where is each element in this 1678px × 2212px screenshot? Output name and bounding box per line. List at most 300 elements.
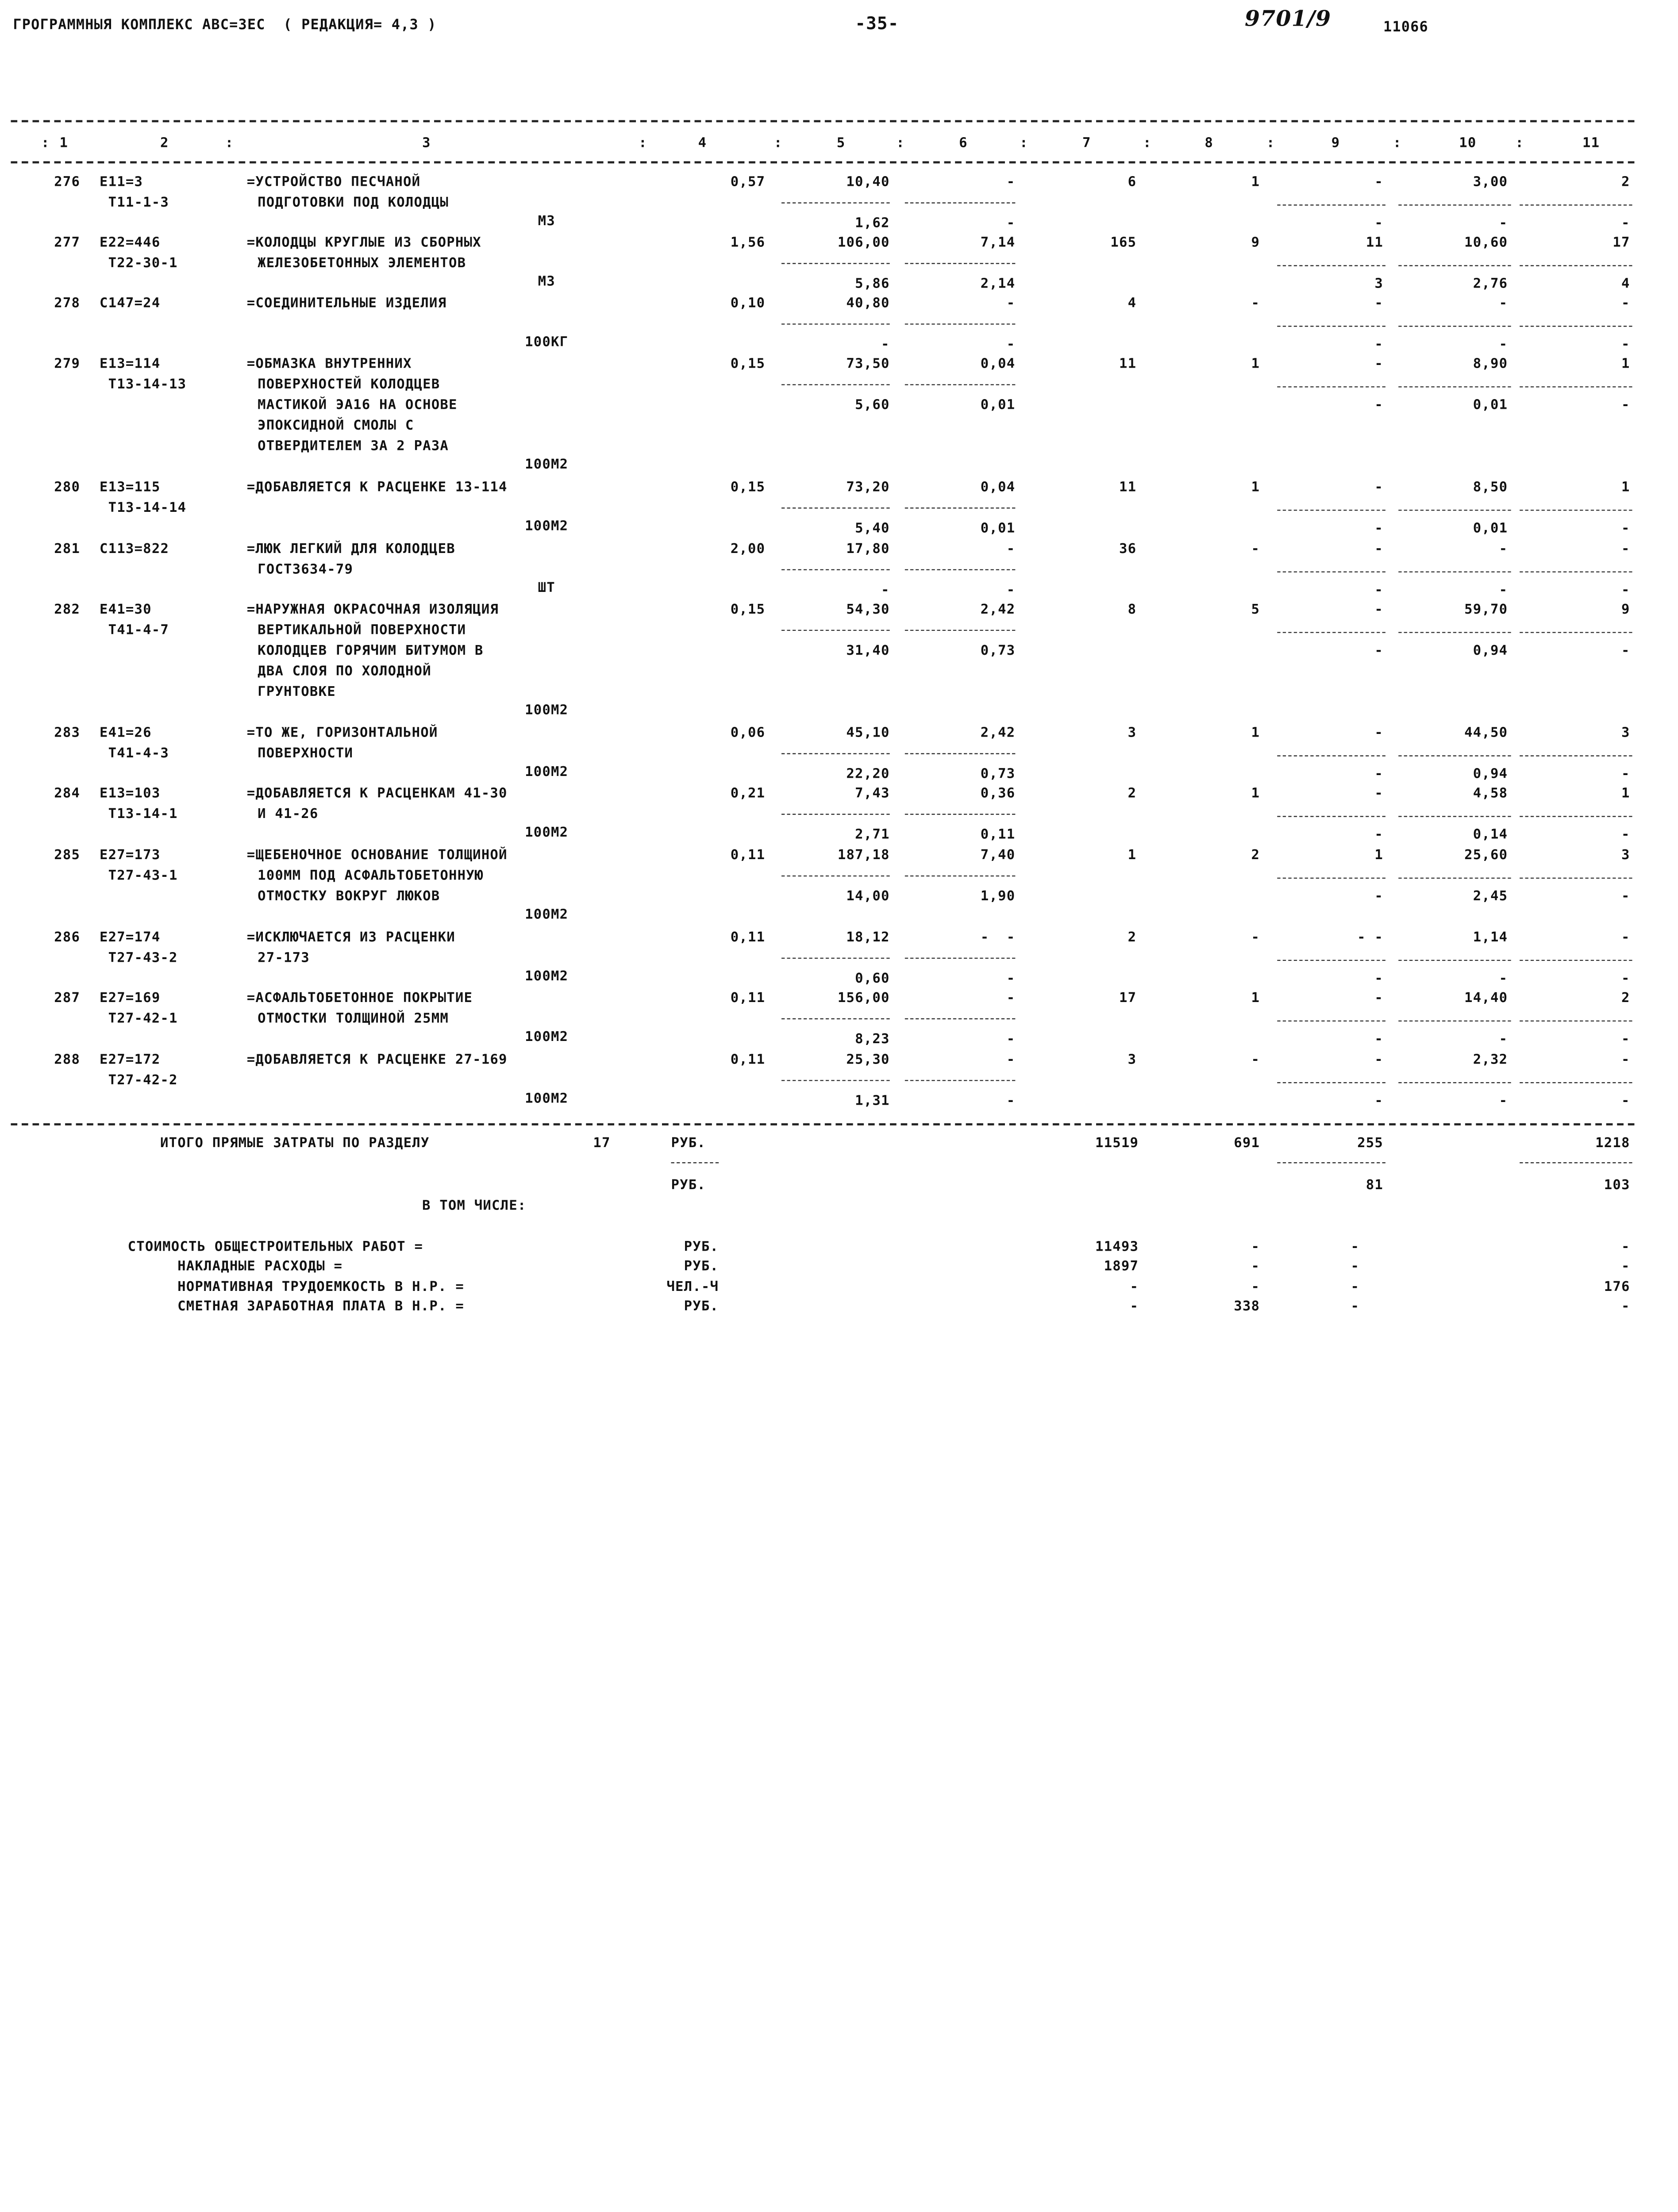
labor-col11: - [1621,928,1630,945]
totals-label: ИТОГО ПРЯМЫЕ ЗАТРАТЫ ПО РАЗДЕЛУ [160,1134,430,1151]
work-description-line: =ДОБАВЛЯЕТСЯ К РАСЦЕНКЕ 13-114 [246,478,508,495]
work-description-line: ГОСТ3634-79 [258,561,354,577]
column-separator: : [1393,134,1402,150]
cell-rule-col5 [781,1080,890,1081]
cost-col5-secondary: 2,71 [855,826,890,842]
cell-rule-col9 [1277,1082,1386,1083]
total-col7: 6 [1128,173,1137,190]
cell-rule-col9 [1277,632,1386,633]
row-number: 281 [54,540,81,557]
cell-rule-col9 [1277,571,1386,572]
cell-rule-col10 [1398,386,1511,387]
unit-of-measure: 100М2 [525,763,569,780]
total-col8: - [1251,540,1260,557]
totals-col8: 691 [1234,1134,1260,1151]
including-heading: В ТОМ ЧИСЛЕ: [422,1197,527,1213]
program-header: ГРОГРАММНЫЯ КОМПЛЕКС АВС=ЗЕС ( РЕДАКЦИЯ= 4,3 ) [13,17,437,34]
labor-col10: 25,60 [1464,846,1508,863]
cost-col6-secondary: 0,73 [980,641,1016,658]
quantity-col4: 0,21 [730,784,766,801]
labor-col11: 9 [1621,600,1630,617]
quantity-col4: 0,57 [730,173,766,190]
labor-col11-secondary: - [1621,1092,1630,1108]
cost-col6: - [1006,294,1016,311]
cell-rule-col10 [1398,1021,1511,1022]
cost-col5: 156,00 [837,989,890,1006]
summary-col8: 338 [1234,1297,1260,1314]
total-col7: 3 [1128,1051,1137,1067]
summary-col9: - [1351,1278,1360,1294]
work-description-line: =ИСКЛЮЧАЕТСЯ ИЗ РАСЦЕНКИ [246,928,455,945]
cost-col5-secondary: 5,86 [855,275,890,291]
cost-col5-secondary: 22,20 [846,765,890,782]
unit-of-measure: 100М2 [525,1090,569,1106]
estimate-code: Е41=30 [100,600,152,617]
unit-of-measure: М3 [538,212,555,229]
summary-col9: - [1351,1238,1360,1254]
labor-col11: 2 [1621,989,1630,1006]
cell-rule-col10 [1398,204,1511,205]
unit-of-measure: ШТ [538,579,555,595]
cost-col6: 0,04 [980,478,1016,495]
cell-rule-col11 [1520,204,1632,205]
total-col8: 1 [1251,784,1260,801]
quantity-col4: 0,11 [730,1051,766,1067]
total-col8: 1 [1251,173,1260,190]
summary-unit: РУБ. [684,1238,719,1254]
total-col9-secondary: - [1374,335,1383,352]
work-description-line: ВЕРТИКАЛЬНОЙ ПОВЕРХНОСТИ [258,621,466,637]
labor-col10: 2,32 [1473,1051,1508,1067]
work-description-line: =КОЛОДЦЫ КРУГЛЫЕ ИЗ СБОРНЫХ [246,234,481,250]
total-col9: - [1374,989,1383,1006]
cell-rule-col6 [905,1018,1015,1019]
work-description-line: И 41-26 [258,805,319,822]
cell-rule-col5 [781,507,890,508]
cell-rule-col6 [905,323,1015,324]
labor-col10: 4,58 [1473,784,1508,801]
cost-col6: - - [980,928,1016,945]
labor-col10-secondary: - [1499,214,1508,230]
work-description-line: ДВА СЛОЯ ПО ХОЛОДНОЙ [258,662,431,679]
document-code: 11066 [1383,19,1428,36]
cost-col6-secondary: 0,01 [980,519,1016,536]
work-description-line: МАСТИКОЙ ЭА16 НА ОСНОВЕ [258,396,458,412]
cell-rule-col9 [1277,204,1386,205]
cell-rule-col11 [1520,1082,1632,1083]
work-description-line: ОТМОСТКИ ТОЛЩИНОЙ 25ММ [258,1010,449,1026]
table-bottom-rule [11,1123,1634,1125]
column-separator: : [1020,134,1028,150]
totals-col11-rule [1520,1162,1632,1163]
summary-col8: - [1251,1238,1260,1254]
cell-rule-col11 [1520,960,1632,961]
total-col9: - [1374,540,1383,557]
labor-col11-secondary: - [1621,826,1630,842]
total-col8: 1 [1251,478,1260,495]
cell-rule-col11 [1520,632,1632,633]
column-separator: : [774,134,783,150]
labor-col11-secondary: - [1621,581,1630,598]
cost-col6-secondary: 0,73 [980,765,1016,782]
labor-col10: 14,40 [1464,989,1508,1006]
column-number-11: 11 [1582,134,1600,150]
cell-rule-col11 [1520,755,1632,756]
total-col9-secondary: - [1374,214,1383,230]
work-description-line: ОТМОСТКУ ВОКРУГ ЛЮКОВ [258,887,440,904]
unit-of-measure: 100М2 [525,701,569,718]
cost-col5-secondary: - [881,581,890,598]
cell-rule-col6 [905,507,1015,508]
total-col9: - [1374,355,1383,371]
cell-rule-col9 [1277,755,1386,756]
totals-col9-rule [1277,1162,1386,1163]
total-col8: 9 [1251,234,1260,250]
labor-col11-secondary: - [1621,765,1630,782]
cost-col5-secondary: 5,40 [855,519,890,536]
norm-code: Т27-42-2 [108,1071,178,1088]
total-col7: 3 [1128,724,1137,741]
work-description-line: =НАРУЖНАЯ ОКРАСОЧНАЯ ИЗОЛЯЦИЯ [246,600,499,617]
unit-of-measure: 100М2 [525,823,569,840]
estimate-code: Е27=172 [100,1051,161,1067]
total-col8: - [1251,928,1260,945]
work-description-line: =ДОБАВЛЯЕТСЯ К РАСЦЕНКЕ 27-169 [246,1051,508,1067]
labor-col10-secondary: 0,01 [1473,396,1508,412]
total-col7: 8 [1128,600,1137,617]
page-number: -35- [855,13,899,34]
cell-rule-col11 [1520,265,1632,266]
estimate-code: Е27=174 [100,928,161,945]
unit-of-measure: 100М2 [525,967,569,984]
cell-rule-col10 [1398,960,1511,961]
cost-col5-secondary: 1,62 [855,214,890,230]
summary-col8: - [1251,1278,1260,1294]
labor-col10-secondary: - [1499,581,1508,598]
total-col7: 36 [1119,540,1137,557]
labor-col10-secondary: 2,45 [1473,887,1508,904]
cost-col5-secondary: 14,00 [846,887,890,904]
cost-col6-secondary: - [1006,969,1016,986]
labor-col10-secondary: 0,94 [1473,641,1508,658]
cost-col6: 0,36 [980,784,1016,801]
cost-col5: 73,20 [846,478,890,495]
work-description-line: 100ММ ПОД АСФАЛЬТОБЕТОННУЮ [258,867,484,883]
norm-code: Т11-1-3 [108,193,169,210]
summary-label: НОРМАТИВНАЯ ТРУДОЕМКОСТЬ В Н.Р. = [177,1278,464,1294]
cost-col6: 7,40 [980,846,1016,863]
totals-unit-rub: РУБ. [671,1134,706,1151]
column-number-2: 2 [160,134,169,150]
total-col9: - [1374,724,1383,741]
row-number: 284 [54,784,81,801]
total-col9: - [1374,1051,1383,1067]
column-separator: : [225,134,234,150]
labor-col11-secondary: - [1621,396,1630,412]
total-col9: - [1374,600,1383,617]
work-description-line: =ЩЕБЕНОЧНОЕ ОСНОВАНИЕ ТОЛЩИНОЙ [246,846,508,863]
work-description-line: ГРУНТОВКЕ [258,683,336,699]
unit-of-measure: 100М2 [525,1028,569,1045]
estimate-code: С113=822 [100,540,169,557]
labor-col10-secondary: 0,14 [1473,826,1508,842]
labor-col10-secondary: - [1499,335,1508,352]
cell-rule-col5 [781,958,890,959]
cost-col6-secondary: 2,14 [980,275,1016,291]
work-description-line: =УСТРОЙСТВО ПЕСЧАНОЙ [246,173,421,190]
estimate-code: Е13=114 [100,355,161,371]
cost-col5: 45,10 [846,724,890,741]
cost-col6-secondary: 0,11 [980,826,1016,842]
labor-col10: 8,90 [1473,355,1508,371]
totals-col11: 1218 [1595,1134,1630,1151]
row-number: 288 [54,1051,81,1067]
summary-col7: - [1130,1278,1139,1294]
cell-rule-col5 [781,753,890,754]
column-number-8: 8 [1205,134,1214,150]
row-number: 278 [54,294,81,311]
labor-col11: 3 [1621,724,1630,741]
cell-rule-col6 [905,1080,1015,1081]
total-col8: 5 [1251,600,1260,617]
labor-col10: 1,14 [1473,928,1508,945]
summary-col11: - [1621,1257,1630,1274]
quantity-col4: 0,15 [730,600,766,617]
cost-col5: 40,80 [846,294,890,311]
totals-section-number: 17 [593,1134,611,1151]
summary-col11: - [1621,1297,1630,1314]
total-col9-secondary: - [1374,581,1383,598]
summary-unit: РУБ. [684,1297,719,1314]
labor-col10: 10,60 [1464,234,1508,250]
column-number-9: 9 [1331,134,1340,150]
labor-col11-secondary: - [1621,887,1630,904]
cost-col6: 2,42 [980,600,1016,617]
labor-col11: 1 [1621,784,1630,801]
cell-rule-col6 [905,753,1015,754]
row-number: 280 [54,478,81,495]
quantity-col4: 0,11 [730,928,766,945]
summary-col9: - [1351,1297,1360,1314]
summary-label: СТОИМОСТЬ ОБЩЕСТРОИТЕЛЬНЫХ РАБОТ = [127,1238,423,1254]
column-separator: : [896,134,905,150]
work-description-line: =АСФАЛЬТОБЕТОННОЕ ПОКРЫТИЕ [246,989,473,1006]
cell-rule-col9 [1277,960,1386,961]
cell-rule-col6 [905,202,1015,203]
cell-rule-col9 [1277,878,1386,879]
cell-rule-col10 [1398,265,1511,266]
row-number: 277 [54,234,81,250]
total-col8: - [1251,1051,1260,1067]
unit-of-measure: М3 [538,273,555,289]
norm-code: Т22-30-1 [108,254,178,271]
cost-col6: - [1006,540,1016,557]
norm-code: Т41-4-7 [108,621,169,637]
labor-col11: 1 [1621,478,1630,495]
total-col8: 1 [1251,724,1260,741]
labor-col11-secondary: - [1621,1030,1630,1047]
labor-col10: 59,70 [1464,600,1508,617]
cell-rule-col10 [1398,510,1511,511]
total-col9: - - [1357,928,1383,945]
cost-col6-secondary: - [1006,214,1016,230]
total-col7: 2 [1128,784,1137,801]
estimate-code: Е22=446 [100,234,161,250]
work-description-line: =ДОБАВЛЯЕТСЯ К РАСЦЕНКАМ 41-30 [246,784,508,801]
labor-col11-secondary: - [1621,519,1630,536]
cost-col6: 2,42 [980,724,1016,741]
cost-col6-secondary: 1,90 [980,887,1016,904]
estimate-code: Е11=3 [100,173,143,190]
labor-col10: - [1499,294,1508,311]
labor-col10: 44,50 [1464,724,1508,741]
cost-col5: 187,18 [837,846,890,863]
cost-col5-secondary: 5,60 [855,396,890,412]
labor-col10-secondary: - [1499,1092,1508,1108]
labor-col10-secondary: 0,94 [1473,765,1508,782]
cell-rule-col11 [1520,386,1632,387]
cell-rule-col6 [905,569,1015,570]
summary-unit: ЧЕЛ.-Ч [666,1278,719,1294]
cost-col6: - [1006,989,1016,1006]
cost-col5: 10,40 [846,173,890,190]
row-number: 285 [54,846,81,863]
cell-rule-col10 [1398,1082,1511,1083]
estimate-code: Е27=169 [100,989,161,1006]
norm-code: Т13-14-1 [108,805,178,822]
total-col7: 165 [1110,234,1137,250]
row-number: 286 [54,928,81,945]
cell-rule-col9 [1277,510,1386,511]
cost-col5: 106,00 [837,234,890,250]
column-separator: : [1515,134,1524,150]
quantity-col4: 1,56 [730,234,766,250]
cost-col6-secondary: - [1006,1092,1016,1108]
labor-col11: - [1621,540,1630,557]
column-number-3: 3 [422,134,431,150]
work-description-line: КОЛОДЦЕВ ГОРЯЧИМ БИТУМОМ В [258,641,484,658]
row-number: 276 [54,173,81,190]
cost-col6: - [1006,1051,1016,1067]
cell-rule-col10 [1398,878,1511,879]
cell-rule-col9 [1277,265,1386,266]
labor-col11: 3 [1621,846,1630,863]
cost-col5-secondary: - [881,335,890,352]
column-separator: : [639,134,647,150]
norm-code: Т27-42-1 [108,1010,178,1026]
labor-col11: - [1621,1051,1630,1067]
summary-col11: 176 [1604,1278,1630,1294]
quantity-col4: 2,00 [730,540,766,557]
column-number-1: 1 [59,134,69,150]
cost-col5: 25,30 [846,1051,890,1067]
column-number-10: 10 [1459,134,1477,150]
total-col8: - [1251,294,1260,311]
unit-of-measure: 100М2 [525,517,569,534]
cell-rule-col5 [781,569,890,570]
totals-col9-2: 81 [1366,1176,1383,1193]
cell-rule-col11 [1520,878,1632,879]
labor-col11-secondary: - [1621,214,1630,230]
norm-code: Т13-14-14 [108,499,187,515]
column-header-rule [11,161,1634,163]
work-description-line: ПОВЕРХНОСТИ [258,744,354,761]
total-col9-secondary: - [1374,1092,1383,1108]
total-col7: 11 [1119,478,1137,495]
norm-code: Т27-43-2 [108,949,178,965]
labor-col10-secondary: - [1499,1030,1508,1047]
cost-col6: 7,14 [980,234,1016,250]
cell-rule-col6 [905,630,1015,631]
cell-rule-col6 [905,958,1015,959]
quantity-col4: 0,15 [730,355,766,371]
total-col9-secondary: - [1374,1030,1383,1047]
estimate-code: С147=24 [100,294,161,311]
cell-rule-col11 [1520,816,1632,817]
labor-col10-secondary: 2,76 [1473,275,1508,291]
labor-col10-secondary: 0,01 [1473,519,1508,536]
cost-col5: 17,80 [846,540,890,557]
cell-rule-col5 [781,384,890,385]
cost-col5-secondary: 0,60 [855,969,890,986]
quantity-col4: 0,15 [730,478,766,495]
cell-rule-col10 [1398,755,1511,756]
total-col9-secondary: - [1374,765,1383,782]
cell-rule-col10 [1398,571,1511,572]
cost-col6: 0,04 [980,355,1016,371]
total-col7: 2 [1128,928,1137,945]
column-separator: : [1266,134,1275,150]
labor-col11-secondary: - [1621,969,1630,986]
column-number-6: 6 [959,134,968,150]
cell-rule-col6 [905,263,1015,264]
labor-col11: 2 [1621,173,1630,190]
quantity-col4: 0,10 [730,294,766,311]
labor-col11: 1 [1621,355,1630,371]
summary-unit: РУБ. [684,1257,719,1274]
total-col9: - [1374,294,1383,311]
summary-col11: - [1621,1238,1630,1254]
column-separator: : [1143,134,1152,150]
total-col9-secondary: - [1374,519,1383,536]
estimate-code: Е13=115 [100,478,161,495]
cell-rule-col5 [781,1018,890,1019]
labor-col11-secondary: - [1621,641,1630,658]
labor-col11-secondary: - [1621,335,1630,352]
estimate-code: Е41=26 [100,724,152,741]
total-col9-secondary: - [1374,969,1383,986]
row-number: 283 [54,724,81,741]
work-description-line: ОТВЕРДИТЕЛЕМ ЗА 2 РАЗА [258,437,449,453]
row-number: 279 [54,355,81,371]
row-number: 282 [54,600,81,617]
total-col9-secondary: - [1374,396,1383,412]
total-col9: - [1374,173,1383,190]
quantity-col4: 0,11 [730,846,766,863]
column-number-7: 7 [1082,134,1091,150]
totals-unit-rule [671,1162,719,1163]
work-description-line: ПОДГОТОВКИ ПОД КОЛОДЦЫ [258,193,449,210]
totals-unit-rub-2: РУБ. [671,1176,706,1193]
work-description-line: =ЛЮК ЛЕГКИЙ ДЛЯ КОЛОДЦЕВ [246,540,455,557]
summary-col7: 11493 [1095,1238,1139,1254]
cell-rule-col9 [1277,1021,1386,1022]
summary-col7: - [1130,1297,1139,1314]
cell-rule-col11 [1520,1021,1632,1022]
cell-rule-col9 [1277,816,1386,817]
cost-col5-secondary: 31,40 [846,641,890,658]
labor-col10: - [1499,540,1508,557]
